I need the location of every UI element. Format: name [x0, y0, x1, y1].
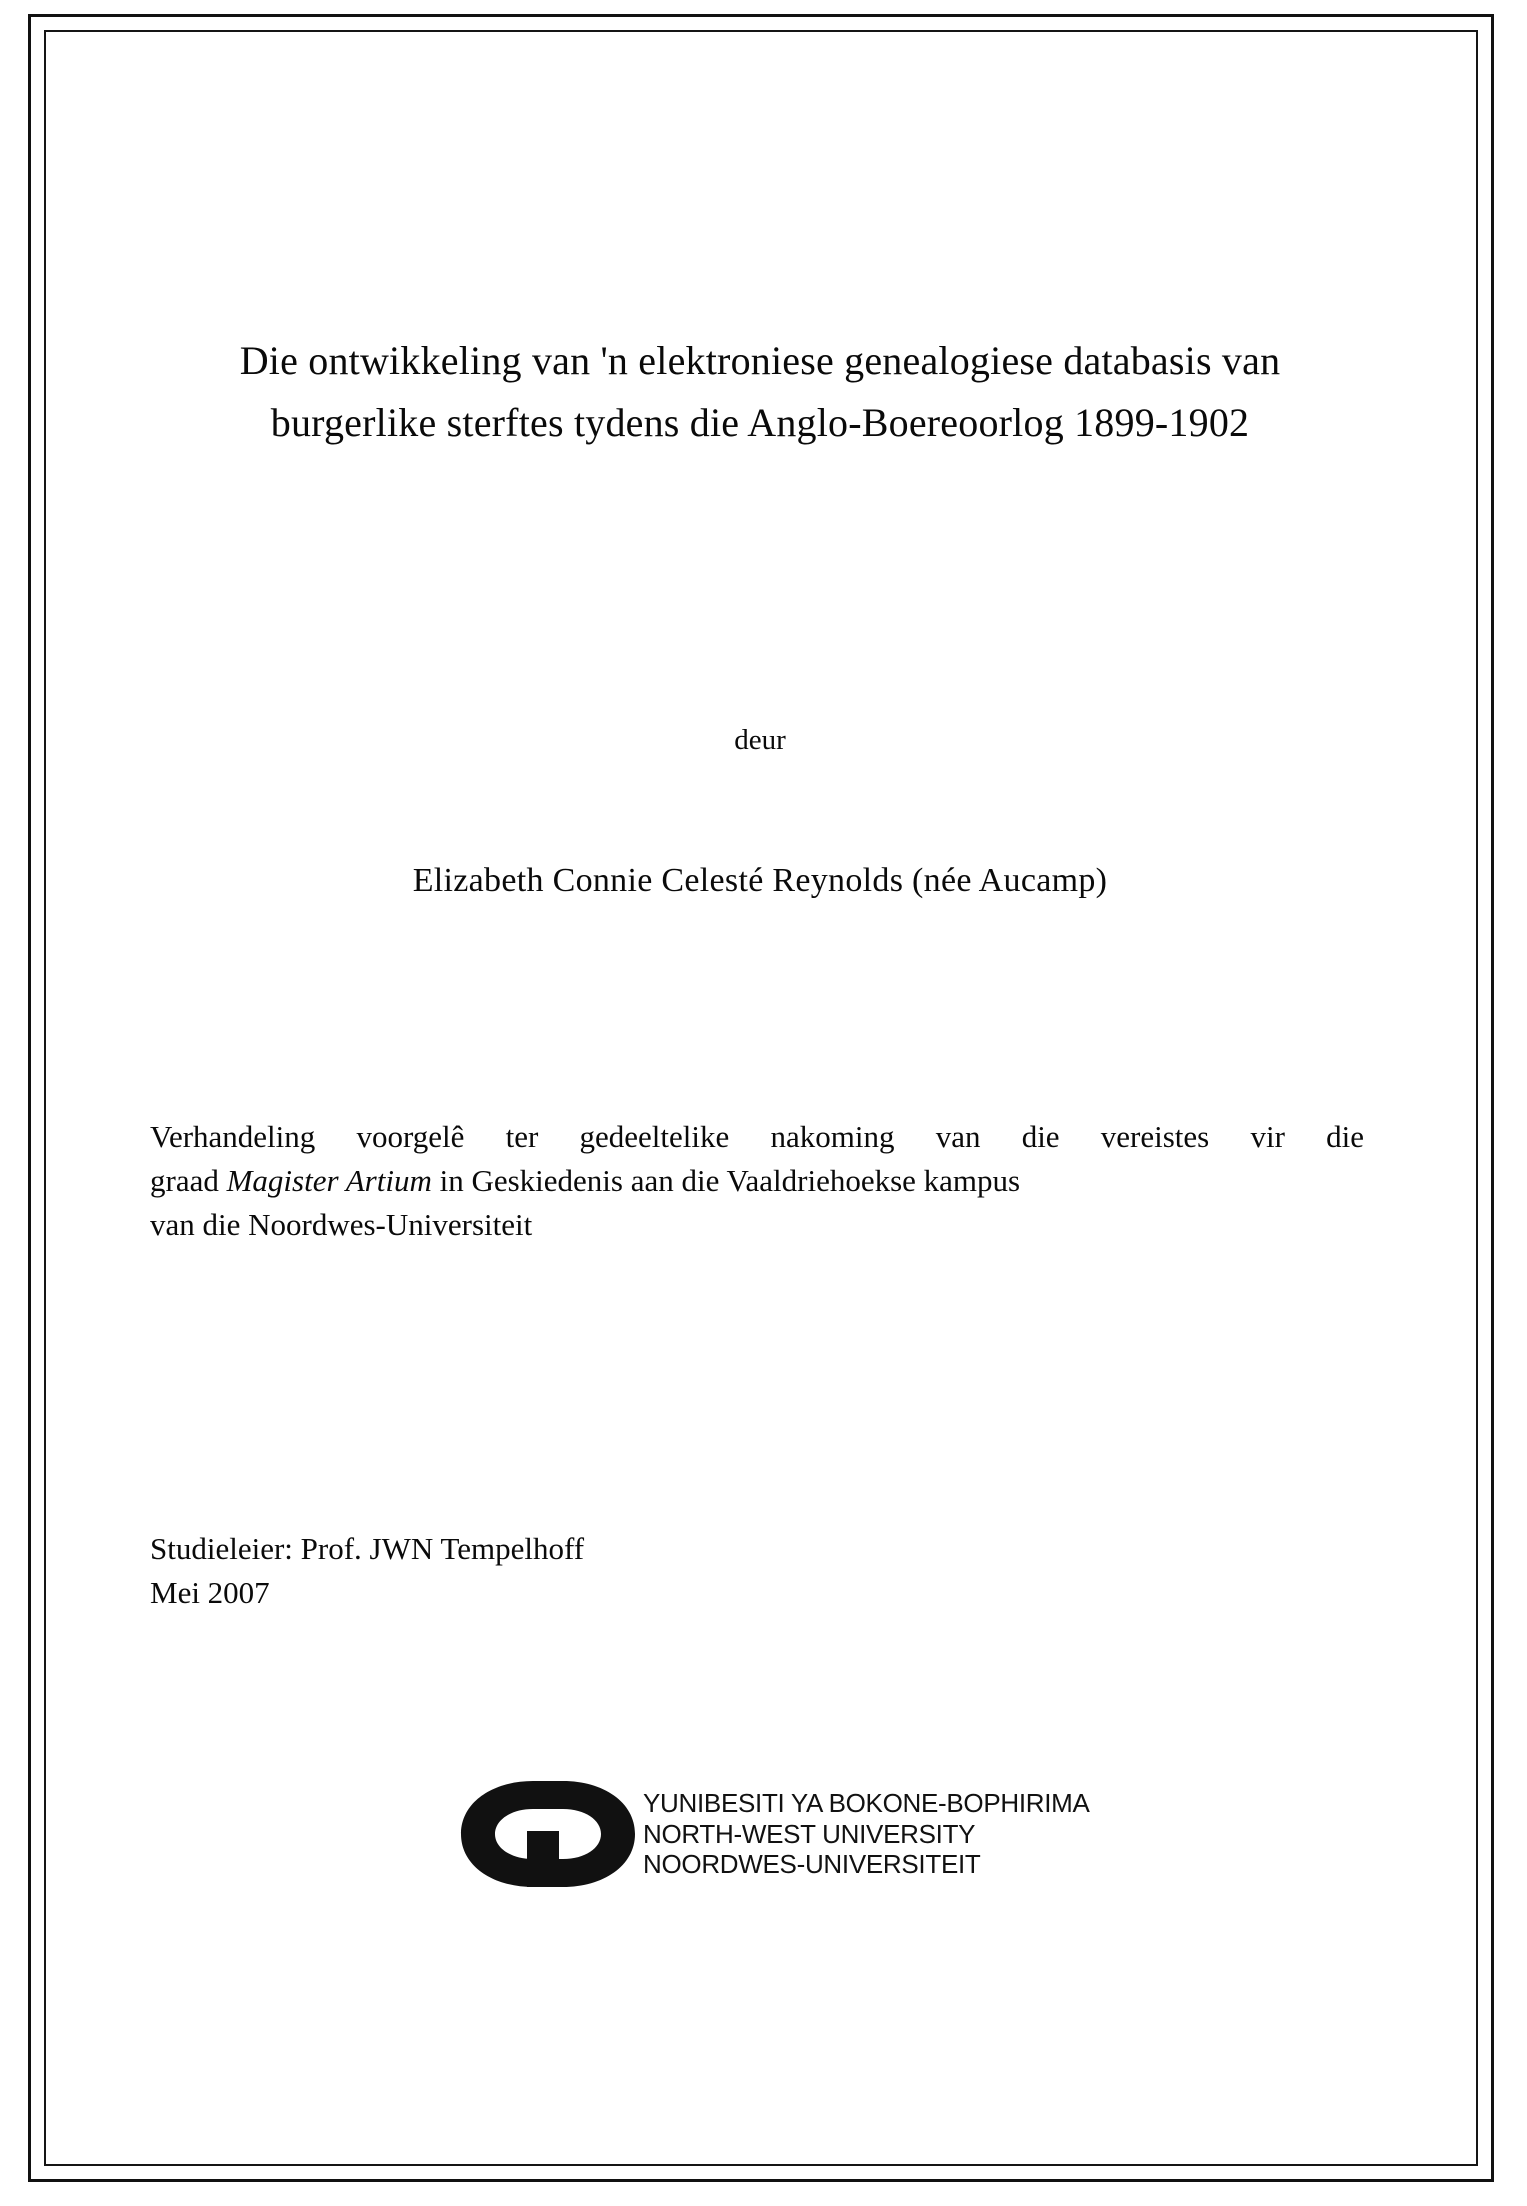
title-line-1: Die ontwikkeling van 'n elektroniese genealogiese databasis van — [239, 338, 1281, 383]
by-word: deur — [734, 724, 786, 756]
degree-name-italic: Magister Artium — [226, 1163, 432, 1199]
degree-statement-line-1: Verhandeling voorgelê ter gedeeltelike nakoming van die vereistes vir die — [150, 1119, 1364, 1154]
title-line-2: burgerlike sterftes tydens die Anglo-Boereoorlog 1899-1902 — [270, 400, 1250, 445]
logo-text-line-2: NORTH-WEST UNIVERSITY — [643, 1818, 976, 1849]
supervisor-and-date — [150, 1527, 1370, 1615]
university-logo — [455, 1775, 1090, 1893]
title-page-content — [150, 330, 1370, 1615]
degree-statement — [150, 1115, 1370, 1247]
degree-statement-line-2-suffix: in Geskiedenis aan die Vaaldriehoekse kampus — [431, 1163, 1021, 1199]
date-line: Mei 2007 — [150, 1575, 270, 1611]
page-title — [190, 330, 1330, 454]
logo-text-line-1: YUNIBESITI YA BOKONE-BOPHIRIMA — [643, 1787, 1090, 1818]
author-name: Elizabeth Connie Celesté Reynolds (née Aucamp) — [412, 862, 1108, 899]
degree-statement-line-3: van die Noordwes-Universiteit — [150, 1207, 533, 1243]
logo-text-line-3: NOORDWES-UNIVERSITEIT — [643, 1849, 981, 1880]
university-logo-text — [643, 1788, 1090, 1880]
degree-statement-line-2 — [150, 1159, 1364, 1203]
nwu-logo-icon — [455, 1775, 637, 1893]
supervisor-line: Studieleier: Prof. JWN Tempelhoff — [150, 1531, 585, 1567]
degree-statement-line-2-prefix: graad — [150, 1163, 227, 1199]
